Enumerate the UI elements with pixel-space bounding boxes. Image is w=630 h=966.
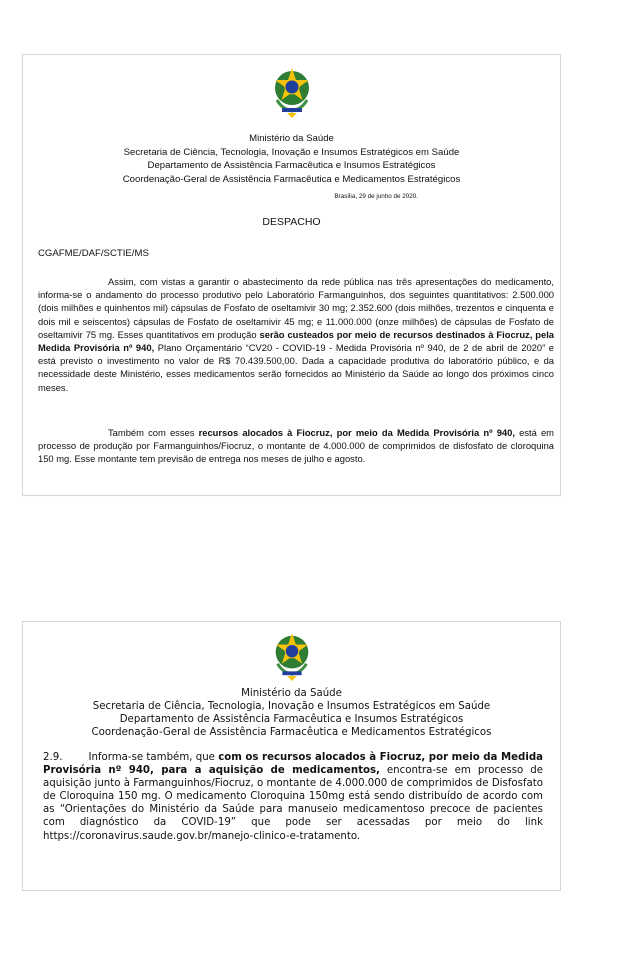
department-name: Departamento de Assistência Farmacêutica e Insumos Estratégicos: [119, 714, 464, 725]
paragraph-1-bold: serão custeados por meio de recursos destinados à Fiocruz, pela Medida Provisória nº 940,: [38, 328, 555, 354]
coordination-name: Coordenação-Geral de Assistência Farmacêutica e Medicamentos Estratégicos: [91, 727, 492, 738]
paragraph-2-text-c: está em processo de produção por Farmanguinhos/Fiocruz, o montante de 4.000.000 de comprimidos de disfosfato de cloroquina 150 mg. Esse montante tem previsão de entrega nos meses de julho e agosto.: [38, 427, 554, 465]
coat-of-arms-emblem: [268, 630, 316, 682]
letterhead: [23, 132, 560, 186]
item-number: 2.9.: [43, 752, 63, 763]
paragraph-1: [38, 275, 554, 394]
letterhead: [23, 687, 560, 739]
secretariat-name: Secretaria de Ciência, Tecnologia, Inovação e Insumos Estratégicos em Saúde: [92, 701, 491, 712]
coordination-name: Coordenação-Geral de Assistência Farmacêutica e Medicamentos Estratégicos: [122, 173, 461, 185]
department-name: Departamento de Assistência Farmacêutica e Insumos Estratégicos: [147, 160, 436, 171]
paragraph-2-text-a: Também com esses: [108, 427, 199, 438]
ministry-name: Ministério da Saúde: [241, 688, 342, 699]
paragraph-1-text-c: Plano Orçamentário “CV20 - COVID-19 - Medida Provisória nº 940, de 2 de abril de 2020” e está previsto o investimento no valor de R$ 70.439.500,00. Dada a capacidade produtiva do laboratório público, e da necessidade deste Ministério, esses medicamentos serão fornecidos ao Ministério da Saúde ao longo dos próximos cinco meses.: [38, 342, 554, 393]
coat-of-arms-emblem: [267, 65, 317, 119]
despacho-page: [22, 54, 561, 496]
excerpt-page: [22, 621, 561, 891]
item-bold: com os recursos alocados à Fiocruz, por meio da Medida Provisória nº 940, para a aquisição de medicamentos,: [43, 752, 543, 777]
secretariat-name: Secretaria de Ciência, Tecnologia, Inovação e Insumos Estratégicos em Saúde: [123, 146, 460, 158]
item-paragraph: [43, 751, 543, 843]
document-title: DESPACHO: [262, 216, 321, 228]
paragraph-2: [38, 426, 554, 466]
document-date: Brasília, 29 de junho de 2020.: [334, 193, 418, 200]
item-text-c: encontra-se em processo de aquisição junto à Farmanguinhos/Fiocruz, o montante de 4.000.000 de comprimidos de Disfosfato de Cloroquina 150 mg. O medicamento Cloroquina 150mg está sendo distribuído de acordo com as “Orientações do Ministério da Saúde para manuseio medicamentoso precoce de pacientes com diagnóstico da COVID-19” que pode ser acessadas por meio do link https://coronavirus.saude.gov.br/manejo-clinico-e-tratamento.: [43, 765, 543, 842]
ministry-name: Ministério da Saúde: [249, 133, 334, 144]
paragraph-2-bold: recursos alocados à Fiocruz, por meio da Medida Provisória nº 940,: [198, 427, 515, 438]
paragraph-1-text-a: Assim, com vistas a garantir o abastecimento da rede pública nas três apresentações do medicamento, informa-se o andamento do processo produtivo pelo Laboratório Farmanguinhos, dos seguintes quantitativos: 2.500.000 (dois milhões e quinhentos mil) cápsulas de Fosfato de oseltamivir 30 mg; 2.352.600 (dois milhões, trezentos e cinquenta e dois mil e seiscentos) cápsulas de Fosfato de oseltamivir 45 mg; e 11.000.000 (onze milhões) de cápsulas de Fosfato de oseltamivir 75 mg. Esses quantitativos em produção: [38, 276, 554, 340]
document-reference: CGAFME/DAF/SCTIE/MS: [38, 248, 149, 259]
item-text-a: Informa-se também, que: [88, 752, 219, 763]
